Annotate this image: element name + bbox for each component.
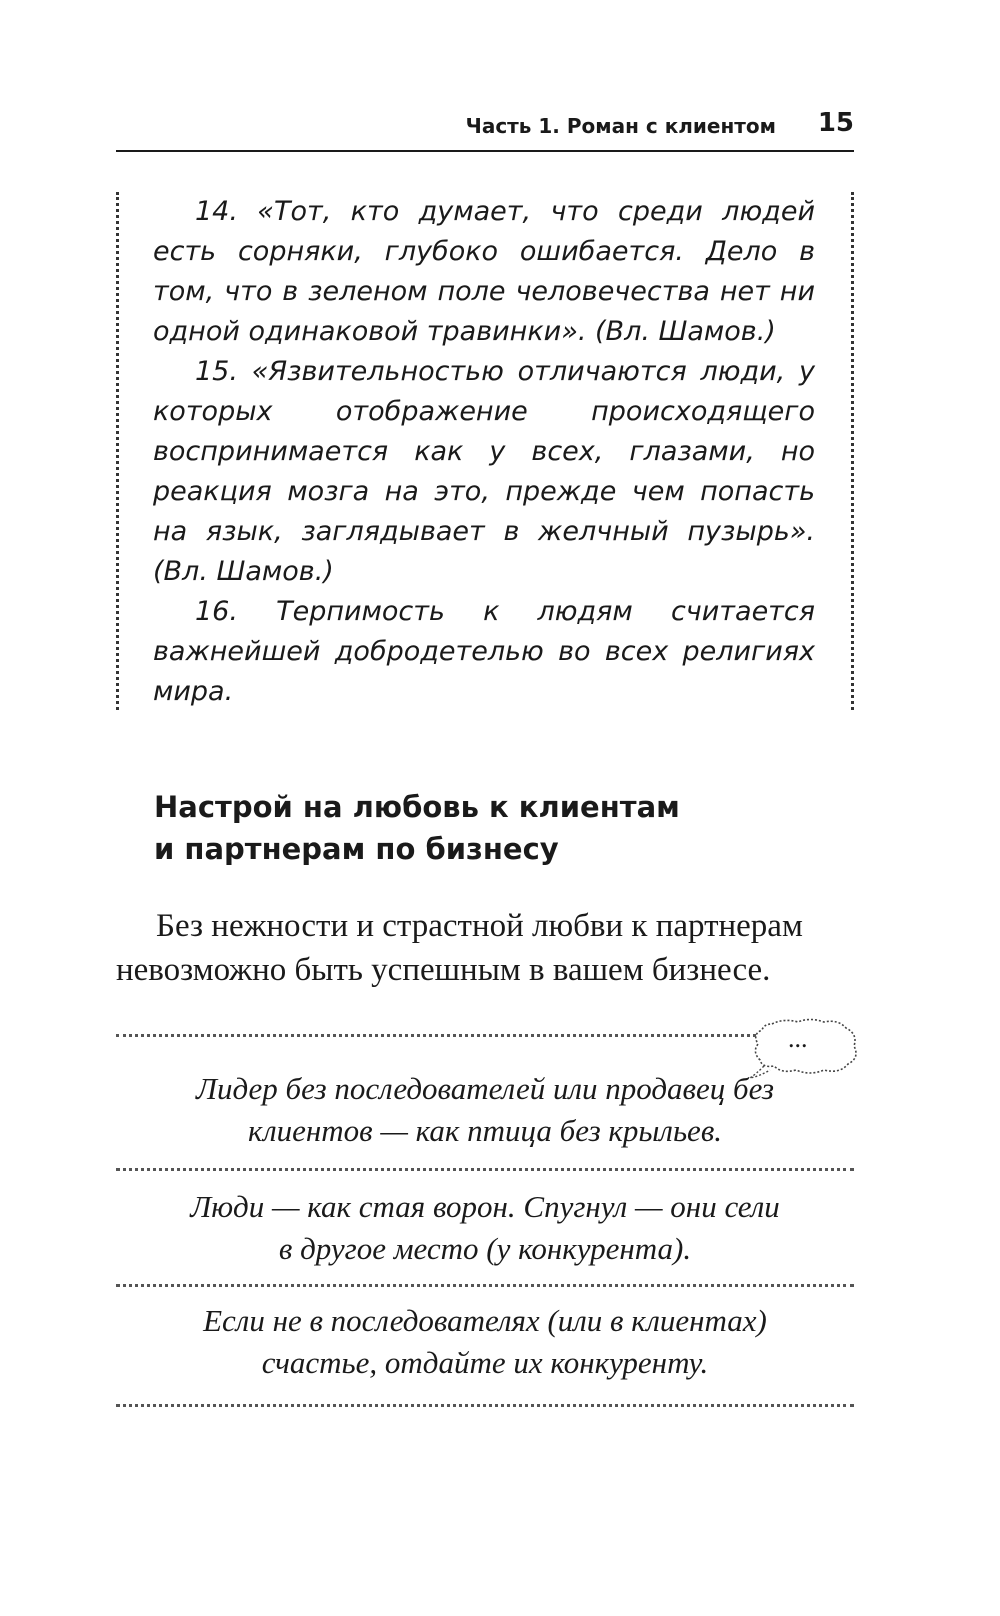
quotes-box xyxy=(116,192,854,710)
section-paragraph: Без нежности и страстной любви к партнерам невозможно быть успешным в вашем бизнесе. xyxy=(116,908,803,988)
divider xyxy=(116,1404,854,1407)
aphorism-1-line-1: Лидер без последователей или продавец без xyxy=(195,1071,775,1106)
quotes-text xyxy=(153,192,815,712)
aphorism-1 xyxy=(116,1068,854,1152)
running-title: Часть 1. Роман с клиентом xyxy=(465,114,776,138)
divider xyxy=(116,1168,854,1171)
aphorism-3 xyxy=(116,1300,854,1384)
aphorism-2-line-1: Люди — как стая ворон. Спугнул — они сели xyxy=(190,1189,780,1224)
aphorism-3-line-2: счастье, отдайте их конкуренту. xyxy=(261,1345,709,1380)
page-header xyxy=(116,108,854,152)
divider xyxy=(116,1034,756,1037)
page-number: 15 xyxy=(817,108,854,138)
aphorism-1-line-2: клиентов — как птица без крыльев. xyxy=(247,1113,723,1148)
aphorism-2 xyxy=(116,1186,854,1270)
quote-15: 15. «Язвительностью отличаются люди, у которых отображение происходящего воспринимается как у всех, глазами, но реакция мозга на это, прежде чем попасть на язык, заглядывает в желчный пузырь». (Вл. Шамов.) xyxy=(153,356,815,587)
heading-line-2: и партнерам по бизнесу xyxy=(154,832,559,866)
quote-14: 14. «Тот, кто думает, что среди людей есть сорняки, глубоко ошибается. Дело в том, что в зеленом поле человечества нет ни одной одинаковой травинки». (Вл. Шамов.) xyxy=(153,196,815,347)
heading-line-1: Настрой на любовь к клиентам xyxy=(154,790,680,824)
divider xyxy=(116,1284,854,1287)
aphorism-3-line-1: Если не в последователях (или в клиентах) xyxy=(203,1303,767,1338)
quote-16: 16. Терпимость к людям считается важнейшей добродетелью во всех религиях мира. xyxy=(153,596,815,707)
bubble-text: ... xyxy=(788,1024,808,1053)
aphorism-2-line-2: в другое место (у конкурента). xyxy=(278,1231,692,1266)
section-heading xyxy=(154,786,814,870)
